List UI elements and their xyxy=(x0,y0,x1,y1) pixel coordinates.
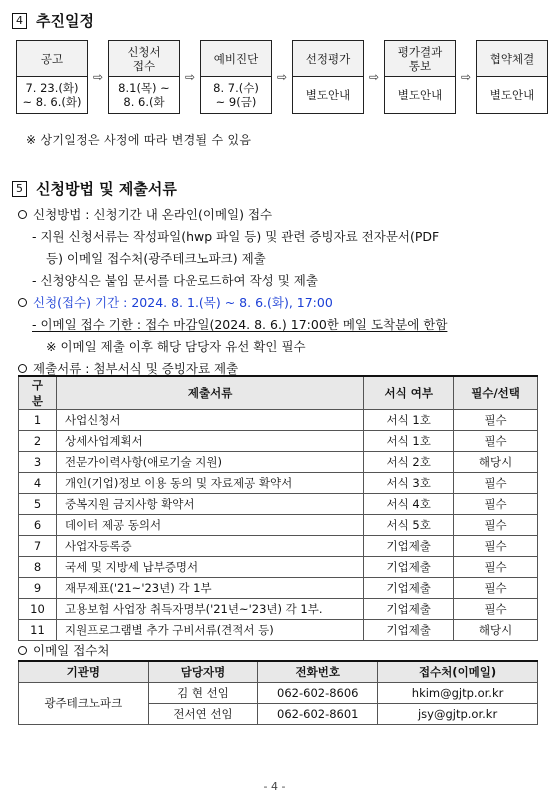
schedule-step xyxy=(384,40,456,114)
step-body: 별도안내 xyxy=(384,76,456,114)
required-cell: 필수 xyxy=(454,473,538,494)
table-row xyxy=(19,410,538,431)
form-type-cell: 기업제출 xyxy=(364,599,454,620)
table-row xyxy=(19,620,538,641)
required-cell: 필수 xyxy=(454,431,538,452)
required-cell: 필수 xyxy=(454,578,538,599)
section-title-text: 추진일정 xyxy=(36,12,94,30)
document-name-cell: 상세사업계획서 xyxy=(56,431,363,452)
row-number-cell: 1 xyxy=(19,410,57,431)
schedule-note: ※ 상기일정은 사정에 따라 변경될 수 있음 xyxy=(26,133,252,147)
step-head: 협약체결 xyxy=(476,40,548,76)
document-name-cell: 고용보험 사업장 취득자명부('21년~'23년) 각 1부. xyxy=(56,599,363,620)
sub-line: - 이메일 접수 기한 : 접수 마감일(2024. 8. 6.) 17:00한 메일 도착분에 한함 xyxy=(32,317,448,332)
row-number-cell: 9 xyxy=(19,578,57,599)
page-number: - 4 - xyxy=(263,780,286,793)
line-text: 제출서류 : 첨부서식 및 증빙자료 제출 xyxy=(33,361,239,376)
email-cell[interactable]: hkim@gjtp.or.kr xyxy=(378,682,538,703)
table-row xyxy=(19,452,538,473)
sub-line: ※ 이메일 제출 이후 해당 담당자 유선 확인 필수 xyxy=(46,339,306,354)
form-type-cell: 기업제출 xyxy=(364,620,454,641)
bullet-line xyxy=(18,641,109,659)
sub-line: - 신청양식은 붙임 문서를 다운로드하여 작성 및 제출 xyxy=(32,273,318,288)
line-text: 신청방법 : 신청기간 내 온라인(이메일) 접수 xyxy=(33,207,273,222)
row-number-cell: 4 xyxy=(19,473,57,494)
table-row xyxy=(19,682,538,703)
arrow-right-icon: ⇨ xyxy=(184,70,196,84)
column-header: 기관명 xyxy=(19,661,149,682)
table-row xyxy=(19,557,538,578)
arrow-right-icon: ⇨ xyxy=(92,70,104,84)
column-header: 서식 여부 xyxy=(364,376,454,410)
section-4-title xyxy=(12,10,94,31)
table-row xyxy=(19,431,538,452)
bullet-line xyxy=(18,293,333,311)
sub-line: - 지원 신청서류는 작성파일(hwp 파일 등) 및 관련 증빙자료 전자문서(PDF xyxy=(32,229,440,244)
document-name-cell: 지원프로그램별 추가 구비서류(견적서 등) xyxy=(56,620,363,641)
circle-bullet-icon xyxy=(18,298,27,307)
row-number-cell: 11 xyxy=(19,620,57,641)
step-body: 8. 7.(수) ~ 9(금) xyxy=(200,76,272,114)
required-cell: 필수 xyxy=(454,536,538,557)
document-name-cell: 사업신청서 xyxy=(56,410,363,431)
step-head: 평가결과 통보 xyxy=(384,40,456,76)
section-5-title xyxy=(12,178,177,199)
schedule-step xyxy=(108,40,180,114)
required-cell: 필수 xyxy=(454,599,538,620)
document-name-cell: 국세 및 지방세 납부증명서 xyxy=(56,557,363,578)
table-row xyxy=(19,536,538,557)
table-row xyxy=(19,515,538,536)
section-number: 5 xyxy=(12,181,27,197)
column-header: 담당자명 xyxy=(148,661,258,682)
step-body: 7. 23.(화) ~ 8. 6.(화) xyxy=(16,76,88,114)
required-cell: 해당시 xyxy=(454,452,538,473)
person-cell: 전서연 선임 xyxy=(148,703,258,724)
contact-table xyxy=(18,660,538,725)
table-header-row xyxy=(19,661,538,682)
required-cell: 해당시 xyxy=(454,620,538,641)
sub-line: 등) 이메일 접수처(광주테크노파크) 제출 xyxy=(46,251,266,266)
section-number: 4 xyxy=(12,13,27,29)
form-type-cell: 기업제출 xyxy=(364,557,454,578)
circle-bullet-icon xyxy=(18,364,27,373)
circle-bullet-icon xyxy=(18,210,27,219)
form-type-cell: 서식 1호 xyxy=(364,410,454,431)
row-number-cell: 2 xyxy=(19,431,57,452)
table-header-row xyxy=(19,376,538,410)
form-type-cell: 서식 4호 xyxy=(364,494,454,515)
table-row xyxy=(19,578,538,599)
document-name-cell: 중복지원 금지사항 확약서 xyxy=(56,494,363,515)
section-title-text: 신청방법 및 제출서류 xyxy=(36,180,177,198)
row-number-cell: 6 xyxy=(19,515,57,536)
table-row xyxy=(19,494,538,515)
documents-table xyxy=(18,375,538,641)
required-cell: 필수 xyxy=(454,515,538,536)
document-name-cell: 사업자등록증 xyxy=(56,536,363,557)
circle-bullet-icon xyxy=(18,646,27,655)
person-cell: 김 현 선임 xyxy=(148,682,258,703)
document-name-cell: 전문가이력사항(애로기술 지원) xyxy=(56,452,363,473)
schedule-step xyxy=(476,40,548,114)
phone-cell: 062-602-8601 xyxy=(258,703,378,724)
row-number-cell: 7 xyxy=(19,536,57,557)
form-type-cell: 기업제출 xyxy=(364,536,454,557)
line-text: 이메일 접수처 xyxy=(33,643,110,658)
document-name-cell: 재무제표('21~'23년) 각 1부 xyxy=(56,578,363,599)
required-cell: 필수 xyxy=(454,557,538,578)
document-name-cell: 데이터 제공 동의서 xyxy=(56,515,363,536)
table-row xyxy=(19,599,538,620)
email-cell[interactable]: jsy@gjtp.or.kr xyxy=(378,703,538,724)
bullet-line xyxy=(18,205,272,223)
form-type-cell: 서식 2호 xyxy=(364,452,454,473)
step-body: 별도안내 xyxy=(476,76,548,114)
column-header: 필수/선택 xyxy=(454,376,538,410)
step-body: 8.1(목) ~ 8. 6.(화 xyxy=(108,76,180,114)
step-head: 공고 xyxy=(16,40,88,76)
form-type-cell: 서식 5호 xyxy=(364,515,454,536)
row-number-cell: 8 xyxy=(19,557,57,578)
step-head: 신청서 접수 xyxy=(108,40,180,76)
form-type-cell: 서식 1호 xyxy=(364,431,454,452)
step-head: 예비진단 xyxy=(200,40,272,76)
row-number-cell: 5 xyxy=(19,494,57,515)
schedule-step xyxy=(16,40,88,114)
required-cell: 필수 xyxy=(454,410,538,431)
row-number-cell: 3 xyxy=(19,452,57,473)
form-type-cell: 서식 3호 xyxy=(364,473,454,494)
arrow-right-icon: ⇨ xyxy=(368,70,380,84)
arrow-right-icon: ⇨ xyxy=(460,70,472,84)
form-type-cell: 기업제출 xyxy=(364,578,454,599)
line-text: 신청(접수) 기간 : 2024. 8. 1.(목) ~ 8. 6.(화), 17:00 xyxy=(33,295,333,310)
column-header: 구분 xyxy=(19,376,57,410)
row-number-cell: 10 xyxy=(19,599,57,620)
org-cell: 광주테크노파크 xyxy=(19,682,149,724)
schedule-step xyxy=(200,40,272,114)
phone-cell: 062-602-8606 xyxy=(258,682,378,703)
arrow-right-icon: ⇨ xyxy=(276,70,288,84)
step-head: 선정평가 xyxy=(292,40,364,76)
step-body: 별도안내 xyxy=(292,76,364,114)
column-header: 전화번호 xyxy=(258,661,378,682)
column-header: 제출서류 xyxy=(56,376,363,410)
column-header: 접수처(이메일) xyxy=(378,661,538,682)
document-name-cell: 개인(기업)정보 이용 동의 및 자료제공 확약서 xyxy=(56,473,363,494)
table-row xyxy=(19,473,538,494)
schedule-step xyxy=(292,40,364,114)
required-cell: 필수 xyxy=(454,494,538,515)
schedule-flow xyxy=(16,40,534,126)
